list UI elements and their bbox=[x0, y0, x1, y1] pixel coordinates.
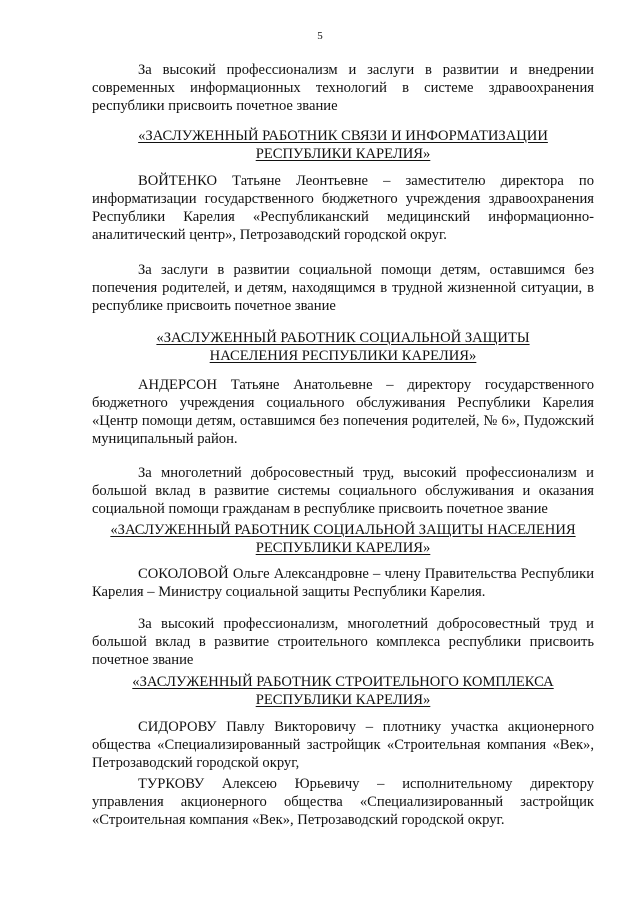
award-intro-social-service: За многолетний добросовестный труд, высокий профессионализм и большой вклад в развитие системы социального обслуживания и оказания социальной помощи гражданам в республике присвоить почетное звание bbox=[92, 465, 594, 517]
award-title-social-1 bbox=[92, 329, 594, 365]
award-title-communications bbox=[92, 127, 594, 163]
awardee-anderson: АНДЕРСОН Татьяне Анатольевне – директору государственного бюджетного учреждения социального обслуживания Республики Карелия «Центр помощи детям, оставшимся без попечения родителей, № 6», Пудожский муниципальный район. bbox=[92, 377, 594, 447]
award-title-line-1: «ЗАСЛУЖЕННЫЙ РАБОТНИК СОЦИАЛЬНОЙ ЗАЩИТЫ НАСЕЛЕНИЯ bbox=[110, 522, 576, 538]
award-intro-construction: За высокий профессионализм, многолетний добросовестный труд и большой вклад в развитие строительного комплекса республики присвоить почетное звание bbox=[92, 616, 594, 668]
awardee-sokolova: СОКОЛОВОЙ Ольге Александровне – члену Правительства Республики Карелия – Министру социальной защиты Республики Карелия. bbox=[92, 566, 594, 600]
award-title-line-1: «ЗАСЛУЖЕННЫЙ РАБОТНИК СОЦИАЛЬНОЙ ЗАЩИТЫ bbox=[156, 330, 530, 346]
award-title-line-2: РЕСПУБЛИКИ КАРЕЛИЯ» bbox=[255, 540, 431, 556]
page-number: 5 bbox=[317, 30, 323, 42]
award-intro-it: За высокий профессионализм и заслуги в развитии и внедрении современных информационных технологий в системе здравоохранения республики присвоить почетное звание bbox=[92, 62, 594, 114]
award-intro-children: За заслуги в развитии социальной помощи детям, оставшимся без попечения родителей, и детям, находящимся в трудной жизненной ситуации, в республике присвоить почетное звание bbox=[92, 262, 594, 314]
award-title-construction bbox=[92, 673, 594, 709]
awardee-turkov: ТУРКОВУ Алексею Юрьевичу – исполнительному директору управления акционерного общества «Специализированный застройщик «Строительная компания «Век», Петрозаводский городской округ. bbox=[92, 776, 594, 828]
award-title-line-2: НАСЕЛЕНИЯ РЕСПУБЛИКИ КАРЕЛИЯ» bbox=[209, 348, 477, 364]
award-title-line-2: РЕСПУБЛИКИ КАРЕЛИЯ» bbox=[255, 692, 431, 708]
awardee-voitenko: ВОЙТЕНКО Татьяне Леонтьевне – заместителю директора по информатизации государственного бюджетного учреждения здравоохранения Республики Карелия «Республиканский медицинский информационно-аналитический центр», Петрозаводский городской округ. bbox=[92, 173, 594, 243]
award-title-line-1: «ЗАСЛУЖЕННЫЙ РАБОТНИК СТРОИТЕЛЬНОГО КОМПЛЕКСА bbox=[132, 674, 554, 690]
award-title-line-1: «ЗАСЛУЖЕННЫЙ РАБОТНИК СВЯЗИ И ИНФОРМАТИЗАЦИИ bbox=[138, 128, 548, 144]
awardee-sidorov: СИДОРОВУ Павлу Викторовичу – плотнику участка акционерного общества «Специализированный застройщик «Строительная компания «Век», Петрозаводский городской округ, bbox=[92, 719, 594, 771]
award-title-line-2: РЕСПУБЛИКИ КАРЕЛИЯ» bbox=[255, 146, 431, 162]
award-title-social-2 bbox=[92, 521, 594, 557]
